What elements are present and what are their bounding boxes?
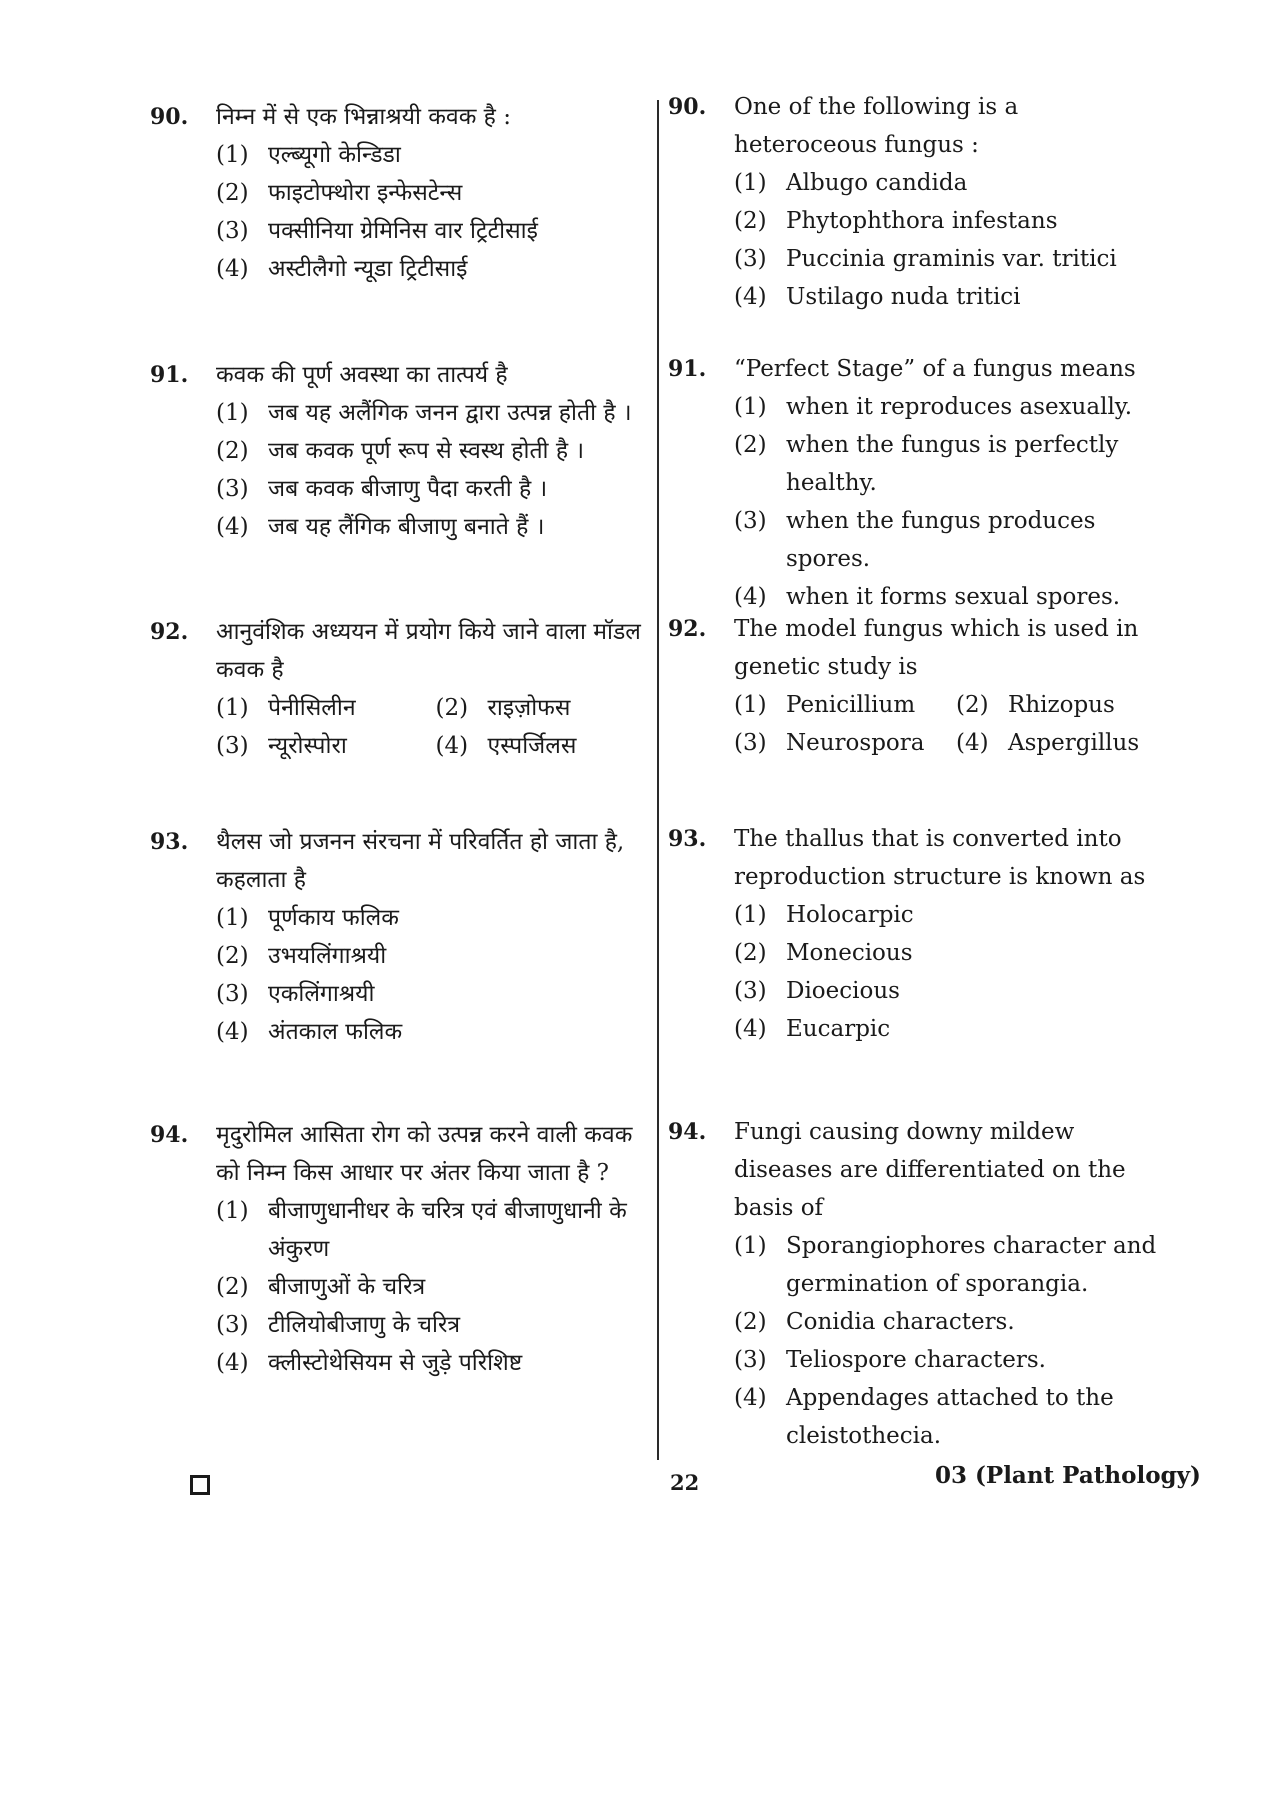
column-divider: [657, 100, 659, 1460]
option: (2) Monecious: [734, 940, 913, 966]
option: (3) पक्सीनिया ग्रेमिनिस वार ट्रिटीसाई: [216, 218, 538, 244]
question-text: The model fungus which is used in genetic study is: [734, 616, 1139, 680]
option: (4) Aspergillus: [956, 730, 1140, 756]
option: (4) Ustilago nuda tritici: [734, 284, 1021, 310]
question-text: आनुवंशिक अध्ययन में प्रयोग किये जाने वाला मॉडल कवक है: [216, 619, 641, 683]
question-91-hi: [150, 356, 645, 546]
option: (4) जब यह लैंगिक बीजाणु बनाते हैं ।: [216, 514, 545, 540]
option: (1) when it reproduces asexually.: [734, 394, 1133, 420]
option: (1) बीजाणुधानीधर के चरित्र एवं बीजाणुधानी के अंकुरण: [216, 1198, 627, 1262]
option: (4) when it forms sexual spores.: [734, 584, 1121, 610]
option: (2) when the fungus is perfectly healthy.: [734, 432, 1119, 496]
option: (2) जब कवक पूर्ण रूप से स्वस्थ होती है ।: [216, 438, 585, 464]
option: (2) उभयलिंगाश्रयी: [216, 943, 387, 969]
option: (3) जब कवक बीजाणु पैदा करती है ।: [216, 476, 548, 502]
option: (2) फाइटोफ्थोरा इन्फेसटेन्स: [216, 180, 463, 206]
question-text: कवक की पूर्ण अवस्था का तात्पर्य है: [216, 362, 508, 388]
option: (2) Conidia characters.: [734, 1309, 1015, 1335]
option: (1) एल्ब्यूगो केन्डिडा: [216, 142, 401, 168]
question-94-hi: [150, 1116, 645, 1382]
option: (2) Phytophthora infestans: [734, 208, 1058, 234]
question-text: निम्न में से एक भिन्नाश्रयी कवक है :: [216, 104, 511, 130]
option: (3) Teliospore characters.: [734, 1347, 1046, 1373]
question-94-en: [668, 1113, 1168, 1455]
option: (2) बीजाणुओं के चरित्र: [216, 1274, 426, 1300]
option: (3) Dioecious: [734, 978, 900, 1004]
question-91-en: [668, 350, 1168, 616]
question-number: 91.: [150, 362, 189, 388]
question-text: The thallus that is converted into reproduction structure is known as: [734, 826, 1146, 890]
option: (1) Penicillium: [734, 692, 916, 718]
option: (3) Neurospora: [734, 730, 925, 756]
question-92-hi: [150, 613, 645, 765]
option: (1) पेनीसिलीन: [216, 695, 356, 721]
option: (1) जब यह अलैंगिक जनन द्वारा उत्पन्न होती है ।: [216, 400, 632, 426]
question-93-en: [668, 820, 1168, 1048]
option: (4) एस्पर्जिलस: [435, 733, 577, 759]
option: (1) Sporangiophores character and germination of sporangia.: [734, 1233, 1157, 1297]
option: (3) टीलियोबीजाणु के चरित्र: [216, 1312, 461, 1338]
question-90-en: [668, 88, 1168, 316]
subject-label: 03 (Plant Pathology): [935, 1462, 1201, 1489]
option: (1) पूर्णकाय फलिक: [216, 905, 399, 931]
question-number: 94.: [150, 1122, 189, 1148]
option: (3) न्यूरोस्पोरा: [216, 733, 347, 759]
option: (4) अंतकाल फलिक: [216, 1019, 403, 1045]
question-92-en: [668, 610, 1168, 762]
question-number: 93.: [668, 826, 707, 852]
question-text: Fungi causing downy mildew diseases are differentiated on the basis of: [734, 1119, 1126, 1221]
question-number: 90.: [668, 94, 707, 120]
question-number: 90.: [150, 104, 189, 130]
page-number: 22: [670, 1470, 700, 1495]
option: (1) Albugo candida: [734, 170, 968, 196]
question-90-hi: [150, 98, 645, 288]
option: (3) when the fungus produces spores.: [734, 508, 1096, 572]
option: (3) एकलिंगाश्रयी: [216, 981, 375, 1007]
question-text: थैलस जो प्रजनन संरचना में परिवर्तित हो जाता है, कहलाता है: [216, 829, 625, 893]
option: (2) राइज़ोफस: [435, 695, 571, 721]
option: (4) अस्टीलैगो न्यूडा ट्रिटीसाई: [216, 256, 468, 282]
option: (1) Holocarpic: [734, 902, 914, 928]
square-marker-icon: [190, 1475, 210, 1495]
question-text: One of the following is a heteroceous fungus :: [734, 94, 1019, 158]
question-text: मृदुरोमिल आसिता रोग को उत्पन्न करने वाली कवक को निम्न किस आधार पर अंतर किया जाता है ?: [216, 1122, 633, 1186]
option: (4) Eucarpic: [734, 1016, 891, 1042]
question-number: 92.: [150, 619, 189, 645]
option: (2) Rhizopus: [956, 692, 1115, 718]
question-93-hi: [150, 823, 645, 1051]
question-number: 93.: [150, 829, 189, 855]
option: (4) क्लीस्टोथेसियम से जुड़े परिशिष्ट: [216, 1350, 523, 1376]
question-number: 94.: [668, 1119, 707, 1145]
option: (4) Appendages attached to the cleistothecia.: [734, 1385, 1114, 1449]
question-text: “Perfect Stage” of a fungus means: [734, 356, 1136, 382]
question-number: 91.: [668, 356, 707, 382]
option: (3) Puccinia graminis var. tritici: [734, 246, 1117, 272]
question-number: 92.: [668, 616, 707, 642]
